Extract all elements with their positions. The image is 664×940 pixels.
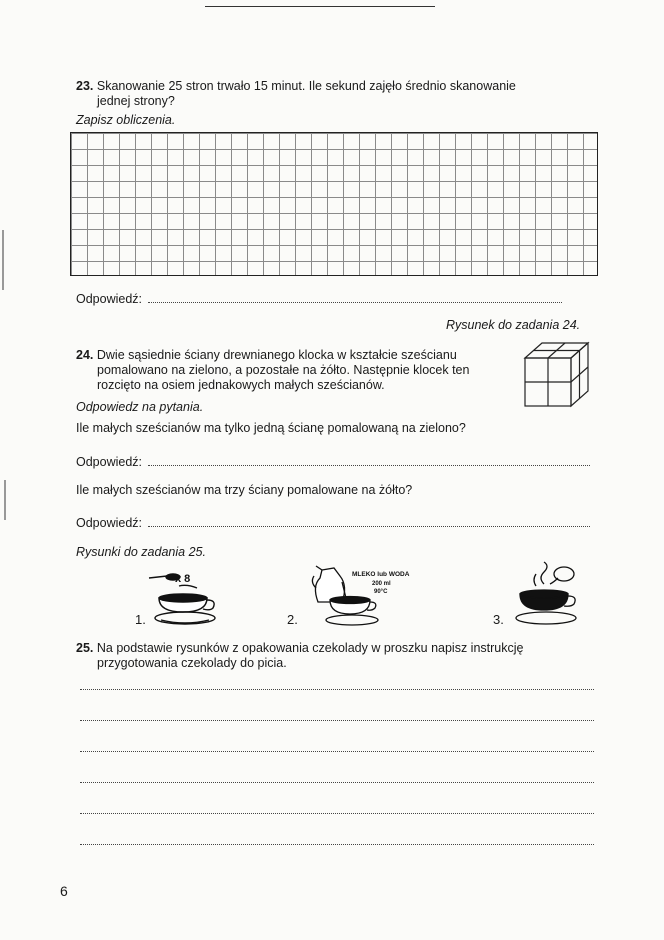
task-25-answer-line-5[interactable]: [80, 813, 594, 814]
figure-25-2-label: 2.: [287, 612, 298, 627]
figure-24-caption: Rysunek do zadania 24.: [446, 318, 581, 332]
task-23-answer-label: Odpowiedź:: [76, 292, 143, 306]
scan-margin-mark: [2, 230, 4, 290]
header-rule: [205, 6, 435, 7]
task-24-question-1: Ile małych sześcianów ma tylko jedną ścianę pomalowaną na zielono?: [76, 421, 466, 435]
task-25-text-line2: przygotowania czekolady do picia.: [97, 656, 287, 670]
task-25-text-line1: 25. Na podstawie rysunków z opakowania czekolady w proszku napisz instrukcję: [76, 641, 524, 655]
task-25-answer-line-2[interactable]: [80, 720, 594, 721]
task-24-number: 24.: [76, 348, 94, 362]
task-24-text-line2: pomalowano na zielono, a pozostałe na żółto. Następnie klocek ten: [97, 363, 470, 377]
figure-25-2-liquid-label: MLEKO lub WODA: [352, 571, 410, 578]
figures-25-caption: Rysunki do zadania 25.: [76, 545, 206, 559]
task-24-text-line3: rozcięto na osiem jednakowych małych sześcianów.: [97, 378, 385, 392]
figure-25-3-label: 3.: [493, 612, 504, 627]
task-23-instruction: Zapisz obliczenia.: [76, 113, 176, 127]
figure-25-2-temperature: 90°C: [374, 589, 388, 595]
task-23-question-line1: Skanowanie 25 stron trwało 15 minut. Ile sekund zajęło średnio skanowanie: [96, 79, 516, 93]
task-23-question-line2: jednej strony?: [97, 94, 175, 108]
cube-figure: [522, 340, 592, 412]
task-23-answer-line[interactable]: [148, 302, 562, 303]
task-25-number: 25.: [76, 641, 94, 655]
task-23-number: 23.: [76, 79, 94, 93]
figure-25-1-spoon-cup: [145, 568, 217, 630]
task-24-answer-line-2[interactable]: [148, 526, 590, 527]
task-24-question-2: Ile małych sześcianów ma trzy ściany pomalowane na żółto?: [76, 483, 413, 497]
task-24-answer-label-2: Odpowiedź:: [76, 516, 143, 530]
task-25-answer-line-4[interactable]: [80, 782, 594, 783]
figure-25-3-steaming-cup: [514, 560, 584, 632]
task-24-answer-line-1[interactable]: [148, 465, 590, 466]
task-24-answer-label-1: Odpowiedź:: [76, 455, 143, 469]
figure-25-1-label: 1.: [135, 612, 146, 627]
figure-25-2-volume: 200 ml: [372, 581, 391, 587]
task-25-answer-line-3[interactable]: [80, 751, 594, 752]
figure-25-1-multiplier: x 8: [175, 573, 191, 585]
task-25-answer-line-6[interactable]: [80, 844, 594, 845]
task-25-answer-line-1[interactable]: [80, 689, 594, 690]
task-24-instruction: Odpowiedz na pytania.: [76, 400, 204, 414]
scan-margin-mark: [4, 480, 6, 520]
figure-25-2-jug-cup: [308, 562, 448, 630]
task-24-answer-row-2[interactable]: [76, 516, 590, 530]
calculation-grid[interactable]: [70, 132, 598, 276]
task-24-text-line1: 24. Dwie sąsiednie ściany drewnianego klocka w kształcie sześcianu: [76, 348, 457, 362]
page-number: 6: [60, 883, 68, 899]
task-23-question: [76, 79, 516, 93]
task-24-answer-row-1[interactable]: [76, 455, 590, 469]
task-23-answer-row[interactable]: [76, 292, 562, 306]
